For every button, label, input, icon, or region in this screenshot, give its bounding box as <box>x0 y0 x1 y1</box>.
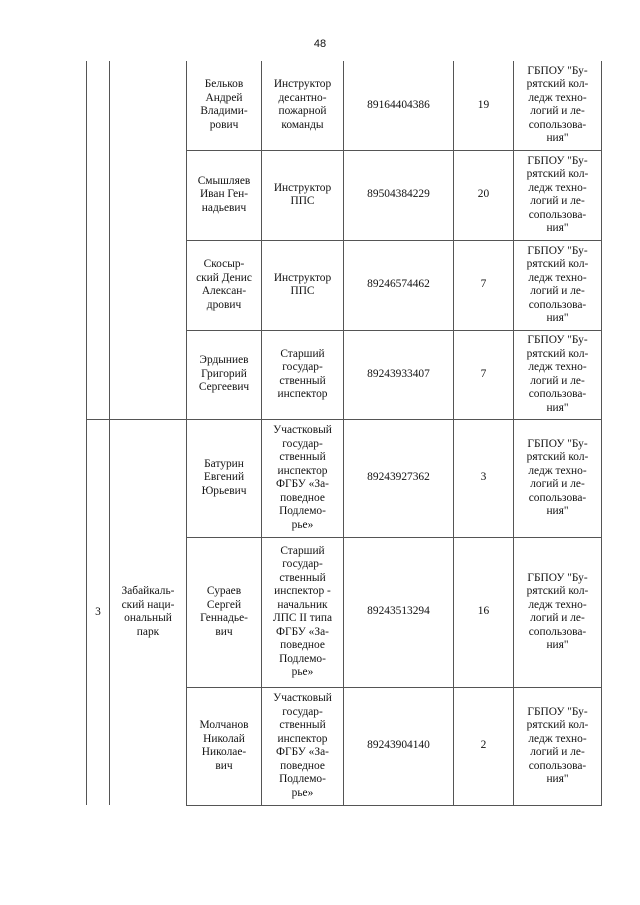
name-cell: Бельков Андрей Владими- рович <box>187 61 262 150</box>
name-cell: Эрдыниев Григорий Сергеевич <box>187 330 262 419</box>
count-cell: 7 <box>454 330 514 419</box>
table-row <box>87 419 602 537</box>
phone-cell: 89243513294 <box>344 537 454 687</box>
name-cell: Сураев Сергей Геннадье- вич <box>187 537 262 687</box>
group-number-cell: 3 <box>87 419 110 805</box>
count-cell: 20 <box>454 150 514 240</box>
name-cell: Молчанов Николай Николае- вич <box>187 687 262 805</box>
count-cell: 3 <box>454 419 514 537</box>
count-cell: 2 <box>454 687 514 805</box>
org-cell: ГБПОУ "Бу- рятский кол- ледж техно- логий и ле- сопользова- ния" <box>514 61 602 150</box>
org-cell: ГБПОУ "Бу- рятский кол- ледж техно- логий и ле- сопользова- ния" <box>514 150 602 240</box>
phone-cell: 89246574462 <box>344 240 454 330</box>
name-cell: Скосыр- ский Денис Алексан- дрович <box>187 240 262 330</box>
count-cell: 19 <box>454 61 514 150</box>
phone-cell: 89164404386 <box>344 61 454 150</box>
park-cell: Забайкаль- ский наци- ональный парк <box>110 419 187 805</box>
org-cell: ГБПОУ "Бу- рятский кол- ледж техно- логий и ле- сопользова- ния" <box>514 537 602 687</box>
table-row <box>87 61 602 150</box>
org-cell: ГБПОУ "Бу- рятский кол- ледж техно- логий и ле- сопользова- ния" <box>514 330 602 419</box>
name-cell: Батурин Евгений Юрьевич <box>187 419 262 537</box>
position-cell: Участковый государ- ственный инспектор ФГБУ «За- поведное Подлемо- рье» <box>262 687 344 805</box>
position-cell: Инструктор десантно- пожарной команды <box>262 61 344 150</box>
staff-table <box>86 61 602 806</box>
position-cell: Инструктор ППС <box>262 150 344 240</box>
phone-cell: 89243904140 <box>344 687 454 805</box>
page-number: 48 <box>313 38 327 50</box>
position-cell: Старший государ- ственный инспектор - начальник ЛПС II типа ФГБУ «За- поведное Подлемо- рье» <box>262 537 344 687</box>
phone-cell: 89243927362 <box>344 419 454 537</box>
park-cell-prev <box>110 61 187 419</box>
org-cell: ГБПОУ "Бу- рятский кол- ледж техно- логий и ле- сопользова- ния" <box>514 240 602 330</box>
phone-cell: 89243933407 <box>344 330 454 419</box>
position-cell: Старший государ- ственный инспектор <box>262 330 344 419</box>
group-number-cell-prev <box>87 61 110 419</box>
position-cell: Участковый государ- ственный инспектор ФГБУ «За- поведное Подлемо- рье» <box>262 419 344 537</box>
org-cell: ГБПОУ "Бу- рятский кол- ледж техно- логий и ле- сопользова- ния" <box>514 419 602 537</box>
org-cell: ГБПОУ "Бу- рятский кол- ледж техно- логий и ле- сопользова- ния" <box>514 687 602 805</box>
name-cell: Смышляев Иван Ген- надьевич <box>187 150 262 240</box>
position-cell: Инструктор ППС <box>262 240 344 330</box>
count-cell: 7 <box>454 240 514 330</box>
count-cell: 16 <box>454 537 514 687</box>
phone-cell: 89504384229 <box>344 150 454 240</box>
